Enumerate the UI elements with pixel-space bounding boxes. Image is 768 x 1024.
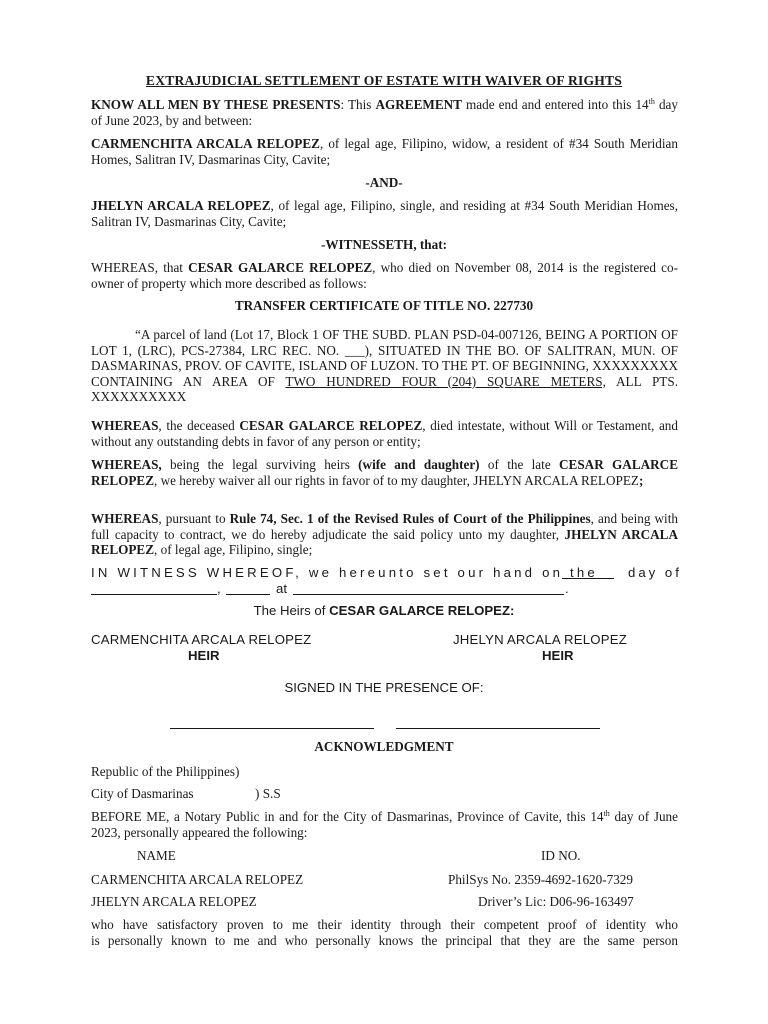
signatory-2-role: HEIR [542, 648, 574, 663]
whereas-3-text-4: ; [638, 472, 644, 488]
whereas-4-text-3: , of legal age, Filipino, single; [154, 542, 313, 558]
whereas-4-text-2: , and being with full capacity to contract, we do hereby adjudicate the said policy unto my daughter, [91, 511, 678, 542]
whereas-2-text-2: , died intestate, without Will or Testament, and without any outstanding debts in favor of any person or entity; [91, 418, 678, 449]
whereas-3-lead: WHEREAS, [91, 457, 162, 472]
witness-signature-line-1 [170, 728, 374, 729]
party-2-details: , of legal age, Filipino, single, and residing at #34 South Meridian Homes, Salitran IV, Dasmarinas City, Cavite; [91, 198, 678, 229]
whereas-3-text-2: of the late [479, 457, 560, 472]
party-2-paragraph [91, 198, 678, 229]
column-id-header: ID NO. [541, 848, 581, 863]
whereas-4-name: JHELYN ARCALA RELOPEZ [91, 526, 678, 558]
and-separator: -AND- [365, 175, 403, 190]
witness-at: at [276, 581, 287, 596]
heirs-of-heading [0, 603, 768, 619]
witness-signature-line-2 [396, 728, 600, 729]
document-title: EXTRAJUDICIAL SETTLEMENT OF ESTATE WITH WAIVER OF RIGHTS [145, 73, 623, 88]
witness-line-1-start: IN WITNESS WHEREOF, we hereunto set our hand on the [91, 565, 598, 580]
party-1-paragraph [91, 136, 678, 167]
witness-comma: , [217, 581, 221, 596]
signed-presence-heading: SIGNED IN THE PRESENCE OF: [284, 680, 484, 695]
party-1-name: CARMENCHITA ARCALA RELOPEZ [91, 136, 320, 151]
whereas-4-rule: Rule 74, Sec. 1 of the Revised Rules of Court of the Philippines [229, 511, 591, 526]
heirs-of-name: CESAR GALARCE RELOPEZ: [329, 603, 515, 618]
before-me-superscript: th [603, 809, 610, 818]
witness-line-1-end: day of [628, 565, 682, 580]
intro-lead: KNOW ALL MEN BY THESE PRESENTS [91, 97, 341, 112]
parcel-end: ALL PTS. XXXXXXXXXX [91, 373, 678, 405]
person-1-name: CARMENCHITA ARCALA RELOPEZ [91, 872, 304, 887]
month-blank [91, 594, 217, 595]
signatory-2-name: JHELYN ARCALA RELOPEZ [453, 632, 627, 647]
day-blank [562, 578, 614, 579]
acknowledgment-heading: ACKNOWLEDGMENT [314, 739, 454, 754]
intro-text-1: : This [340, 97, 376, 112]
before-me-text-2: day of June 2023, personally appeared the following: [91, 809, 679, 840]
place-blank [293, 594, 564, 595]
parcel-description [91, 327, 678, 405]
tct-heading: TRANSFER CERTIFICATE OF TITLE NO. 227730 [234, 298, 534, 313]
parcel-area: TWO HUNDRED FOUR (204) SQUARE METERS, [285, 373, 606, 389]
whereas-2-text-1: , the deceased [158, 418, 240, 433]
column-name-header: NAME [137, 848, 176, 863]
signatory-1-role: HEIR [188, 648, 220, 663]
whereas-3-heirs: (wife and daughter) [358, 457, 480, 472]
person-1-id: PhilSys No. 2359-4692-1620-7329 [448, 872, 633, 887]
witness-period: . [565, 581, 569, 596]
whereas-2-paragraph [91, 418, 678, 449]
whereas-1-prefix: WHEREAS, that [91, 260, 189, 275]
whereas-3-paragraph [91, 457, 678, 488]
ss-line: ) S.S [255, 786, 281, 801]
year-blank [226, 594, 270, 595]
intro-text-3: day of June 2023, by and between: [91, 97, 678, 128]
intro-agreement: AGREEMENT [375, 97, 462, 112]
before-me-paragraph [91, 809, 678, 840]
whereas-1-rest: , who died on November 08, 2014 is the registered co-owner of property which more described as follows: [91, 260, 679, 291]
person-2-name: JHELYN ARCALA RELOPEZ [91, 894, 257, 909]
whereas-3-text-3: , we hereby waiver all our rights in favor of to my daughter, JHELYN ARCALA RELOPEZ [154, 472, 639, 488]
whereas-1-name: CESAR GALARCE RELOPEZ [188, 260, 373, 275]
city-line: City of Dasmarinas [91, 786, 194, 801]
whereas-3-text-1: being the legal surviving heirs [161, 457, 359, 472]
intro-superscript: th [648, 97, 655, 106]
heirs-of-prefix: The Heirs of [253, 603, 330, 618]
whereas-2-name: CESAR GALARCE RELOPEZ [239, 418, 423, 433]
party-2-name: JHELYN ARCALA RELOPEZ [91, 198, 271, 213]
whereas-4-lead: WHEREAS [91, 511, 159, 526]
closing-line-2: is personally known to me and who personally knows the principal that they are the same person [91, 933, 678, 948]
person-2-id: Driver’s Lic: D06-96-163497 [478, 894, 634, 909]
whereas-2-lead: WHEREAS [91, 418, 159, 433]
closing-line-1: who have satisfactory proven to me their identity through their competent proof of identity who [91, 917, 678, 932]
intro-paragraph [91, 97, 678, 128]
intro-text-2: made end and entered into this 14 [461, 97, 649, 112]
whereas-3-name: CESAR GALARCE RELOPEZ [91, 457, 678, 488]
whereas-4-paragraph [91, 511, 678, 558]
whereas-4-text-1: , pursuant to [158, 511, 230, 526]
whereas-1-paragraph [91, 260, 678, 291]
party-1-details: , of legal age, Filipino, widow, a resident of #34 South Meridian Homes, Salitran IV, Dasmarinas City, Cavite; [91, 136, 679, 167]
parcel-text: “A parcel of land (Lot 17, Block 1 OF THE SUBD. PLAN PSD-04-007126, BEING A PORTION OF LOT 1, (LRC), PCS-27384, LRC REC. NO. ___), SITUATED IN THE BO. OF SALITRAN, MUN. OF DASMARINAS, PROV. OF CAVITE, ISLAND OF LUZON. TO THE PT. OF BEGINNING, XXXXXXXXX CONTAINING AN AREA OF [91, 327, 678, 389]
republic-line: Republic of the Philippines) [91, 764, 240, 779]
before-me-text-1: BEFORE ME, a Notary Public in and for the City of Dasmarinas, Province of Cavite, this 14 [91, 809, 604, 824]
signatory-1-name: CARMENCHITA ARCALA RELOPEZ [91, 632, 312, 647]
witnesseth-heading: -WITNESSETH, that: [320, 237, 448, 252]
